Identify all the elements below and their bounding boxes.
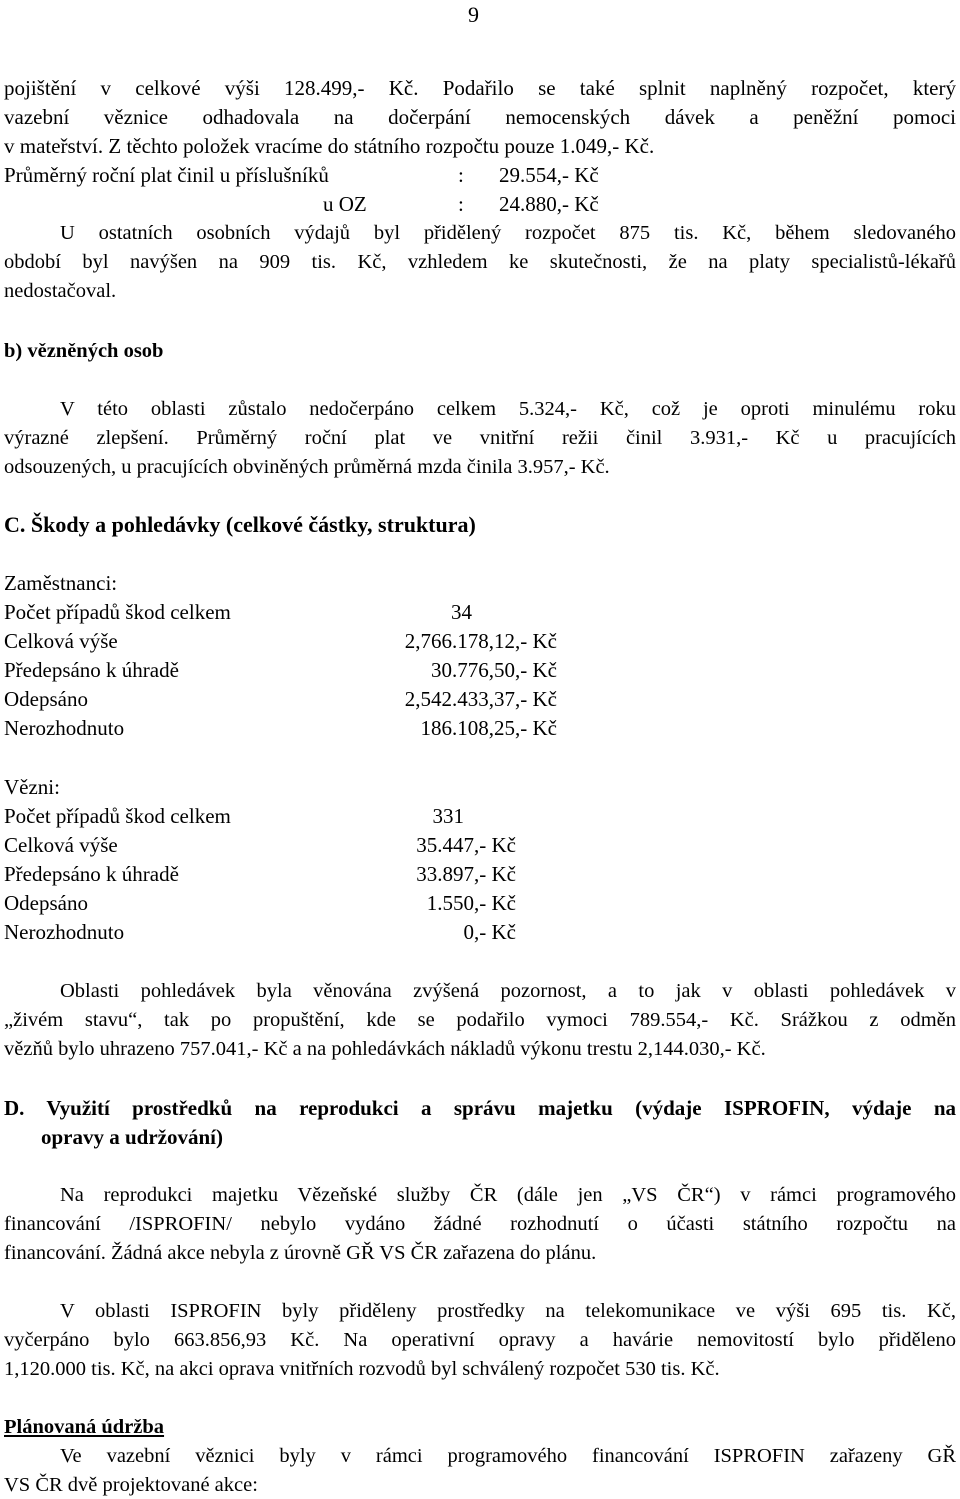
paragraph-line: v mateřství. Z těchto položek vracíme do státního rozpočtu pouze 1.049,- Kč.: [4, 134, 655, 158]
prisoners-row-value: 35.447,- Kč: [416, 833, 516, 857]
employees-row-value: 34: [451, 600, 472, 624]
paragraph-line: vazební věznice odhadovala na dočerpání nemocenských dávek a peněžní pomoci: [4, 105, 956, 129]
salary-line-colon: :: [458, 163, 464, 187]
salary-oz-colon: :: [458, 192, 464, 216]
salary-oz-value: 24.880,- Kč: [499, 192, 599, 216]
employees-row-label: Odepsáno: [4, 687, 88, 711]
paragraph-line: nedostačoval.: [4, 280, 117, 302]
prisoners-row-label: Celková výše: [4, 833, 118, 857]
prisoners-row-label: Nerozhodnuto: [4, 920, 125, 944]
paragraph-line: vyčerpáno bylo 663.856,93 Kč. Na operativní opravy a havárie nemovitostí bylo přiděleno: [4, 1329, 956, 1351]
employees-row-value: 30.776,50,- Kč: [431, 658, 557, 682]
employees-row-label: Celková výše: [4, 629, 118, 653]
paragraph-line: odsouzených, u pracujících obviněných průměrná mzda činila 3.957,- Kč.: [4, 456, 610, 478]
paragraph-line: financování /ISPROFIN/ nebylo vydáno žádné rozhodnutí o účasti státního rozpočtu na: [4, 1213, 956, 1235]
prisoners-row-value: 33.897,- Kč: [416, 862, 516, 886]
section-heading-d: D. Využití prostředků na reprodukci a správu majetku (výdaje ISPROFIN, výdaje na: [4, 1096, 956, 1120]
prisoners-row-value: 331: [432, 804, 464, 828]
page-number: 9: [468, 2, 479, 27]
paragraph-line: „živém stavu“, tak po propuštění, kde se podařilo vymoci 789.554,- Kč. Srážkou z odměn: [4, 1009, 956, 1031]
paragraph-line: V této oblasti zůstalo nedočerpáno celkem 5.324,- Kč, což je oproti minulému roku: [60, 398, 956, 420]
employees-row-value: 186.108,25,- Kč: [420, 716, 557, 740]
section-heading-b: b) vězněných osob: [4, 340, 164, 362]
paragraph-line: V oblasti ISPROFIN byly přiděleny prostředky na telekomunikace ve výši 695 tis. Kč,: [60, 1300, 956, 1322]
paragraph-line: období byl navýšen na 909 tis. Kč, vzhledem ke skutečnosti, že na platy specialistů-lékařů: [4, 251, 956, 273]
prisoners-row-value: 0,- Kč: [463, 920, 516, 944]
section-heading-d: opravy a udržování): [41, 1125, 224, 1149]
paragraph-line: U ostatních osobních výdajů byl přidělený rozpočet 875 tis. Kč, během sledovaného: [60, 222, 956, 244]
prisoners-row-value: 1.550,- Kč: [426, 891, 516, 915]
employees-row-label: Nerozhodnuto: [4, 716, 125, 740]
employees-row-value: 2,542.433,37,- Kč: [404, 687, 557, 711]
employees-title: Zaměstnanci:: [4, 571, 118, 595]
paragraph-line: Na reprodukci majetku Vězeňské služby ČR (dále jen „VS ČR“) v rámci programového: [60, 1184, 956, 1206]
prisoners-row-label: Počet případů škod celkem: [4, 804, 231, 828]
section-heading-c: C. Škody a pohledávky (celkové částky, struktura): [4, 512, 476, 537]
salary-line-label: Průměrný roční plat činil u příslušníků: [4, 163, 329, 187]
paragraph-line: pojištění v celkové výši 128.499,- Kč. Podařilo se také splnit naplněný rozpočet, který: [4, 76, 956, 100]
paragraph-line: Oblasti pohledávek byla věnována zvýšená pozornost, a to jak v oblasti pohledávek v: [60, 980, 956, 1002]
prisoners-row-label: Odepsáno: [4, 891, 88, 915]
employees-row-value: 2,766.178,12,- Kč: [404, 629, 557, 653]
employees-row-label: Počet případů škod celkem: [4, 600, 231, 624]
employees-row-label: Předepsáno k úhradě: [4, 658, 179, 682]
paragraph-line: vězňů bylo uhrazeno 757.041,- Kč a na pohledávkách nákladů výkonu trestu 2,144.030,- Kč.: [4, 1038, 766, 1060]
paragraph-line: Ve vazební věznici byly v rámci programového financování ISPROFIN zařazeny GŘ: [60, 1445, 956, 1467]
prisoners-row-label: Předepsáno k úhradě: [4, 862, 179, 886]
salary-oz-label: u OZ: [323, 192, 367, 216]
salary-line-value: 29.554,- Kč: [499, 163, 599, 187]
paragraph-line: VS ČR dvě projektované akce:: [4, 1474, 258, 1496]
paragraph-line: financování. Žádná akce nebyla z úrovně GŘ VS ČR zařazena do plánu.: [4, 1242, 597, 1264]
paragraph-line: 1,120.000 tis. Kč, na akci oprava vnitřních rozvodů byl schválený rozpočet 530 tis. Kč.: [4, 1358, 720, 1380]
section-heading-plan: Plánovaná údržba: [4, 1416, 165, 1438]
prisoners-title: Vězni:: [4, 775, 60, 799]
paragraph-line: výrazné zlepšení. Průměrný roční plat ve vnitřní režii činil 3.931,- Kč u pracujících: [4, 427, 956, 449]
